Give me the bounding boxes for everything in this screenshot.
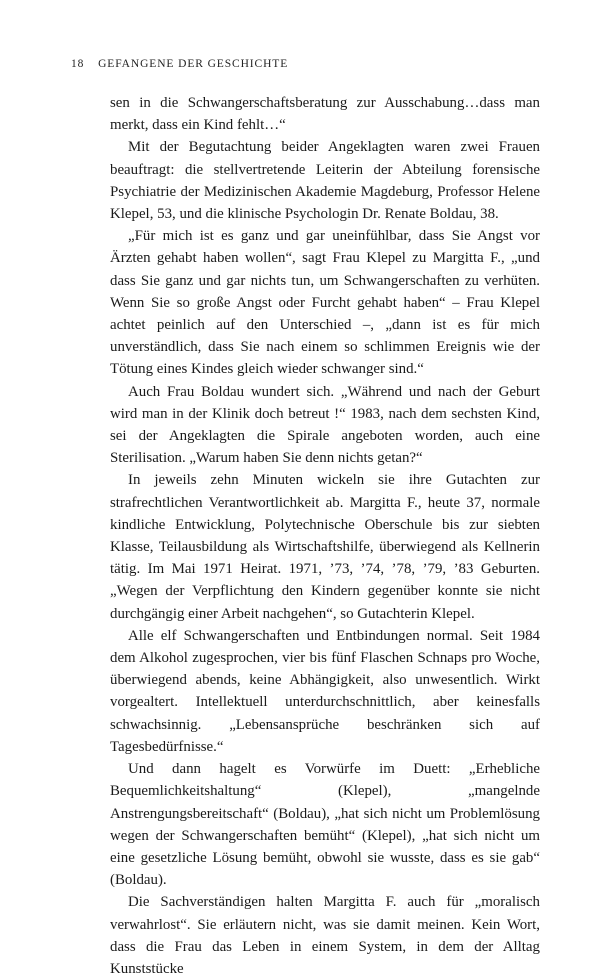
page-number: 18 — [71, 58, 85, 70]
running-title: GEFANGENE DER GESCHICHTE — [98, 58, 289, 70]
body-text — [110, 92, 540, 980]
paragraph: Auch Frau Boldau wundert sich. „Während und nach der Geburt wird man in der Klinik doch betreut !“ 1983, nach dem sechsten Kind, sei der Angeklagten die Spirale angeboten worden, auch eine Sterilisation. „Warum haben Sie denn nichts getan?“ — [110, 383, 540, 467]
paragraph: Mit der Begutachtung beider Angeklagten waren zwei Frauen beauftragt: die stellvertretende Leiterin der Abteilung forensische Psychiatrie der Medizinischen Akademie Magdeburg, Professor Helene Klepel, 53, und die klinische Psychologin Dr. Renate Boldau, 38. — [110, 139, 540, 223]
paragraph: sen in die Schwangerschaftsberatung zur Ausschabung…dass man merkt, dass ein Kind fehlt…“ — [110, 95, 540, 134]
paragraph: Alle elf Schwangerschaften und Entbindungen normal. Seit 1984 dem Alkohol zugesprochen, vier bis fünf Flaschen Schnaps pro Woche, überwiegend abends, keine Abhängigkeit, also unwesentlich. Wirkt vorgealtert. Intellektuell unterdurchschnittlich, aber keinesfalls schwachsinnig. „Lebensansprüche beschränken sich auf Tagesbedürfnisse.“ — [110, 627, 540, 755]
running-head — [71, 58, 288, 70]
paragraph: Und dann hagelt es Vorwürfe im Duett: „Erhebliche Bequemlichkeitshaltung“ (Klepel), „mangelnde Anstrengungsbereitschaft“ (Boldau), „hat sich nicht um Problemlösung wegen der Schwangerschaften bemüht“ (Klepel), „hat sich nicht um eine gesetzliche Lösung bemüht, obwohl sie wusste, dass es sie gab“ (Boldau). — [110, 761, 540, 889]
paragraph: „Für mich ist es ganz und gar uneinfühlbar, dass Sie Angst vor Ärzten gehabt haben wollen“, sagt Frau Klepel zu Margitta F., „und dass Sie ganz und gar nichts tun, um Schwangerschaften zu verhüten. Wenn Sie so große Angst oder Furcht gehabt haben“ – Frau Klepel achtet peinlich auf den Unterschied –, „dann ist es für mich unverständlich, dass Sie nach einem so schlimmen Ereignis wie der Tötung eines Kindes gleich wieder schwanger sind.“ — [110, 228, 540, 378]
paragraph: In jeweils zehn Minuten wickeln sie ihre Gutachten zur strafrechtlichen Verantwortlichkeit ab. Margitta F., heute 37, normale kindliche Entwicklung, Polytechnische Oberschule bis zur siebten Klasse, Teilausbildung als Wirtschaftshilfe, überwiegend als Kellnerin tätig. Im Mai 1971 Heirat. 1971, ’73, ’74, ’78, ’79, ’83 Geburten. „Wegen der Verpflichtung den Kindern gegenüber konnte sie nicht durchgängig einer Arbeit nachgehen“, so Gutachterin Klepel. — [110, 472, 540, 622]
paragraph: Die Sachverständigen halten Margitta F. auch für „moralisch verwahrlost“. Sie erläutern nicht, was sie damit meinen. Kein Wort, dass die Frau das Leben in einem System, in dem der Alltag Kunststücke — [110, 894, 540, 977]
